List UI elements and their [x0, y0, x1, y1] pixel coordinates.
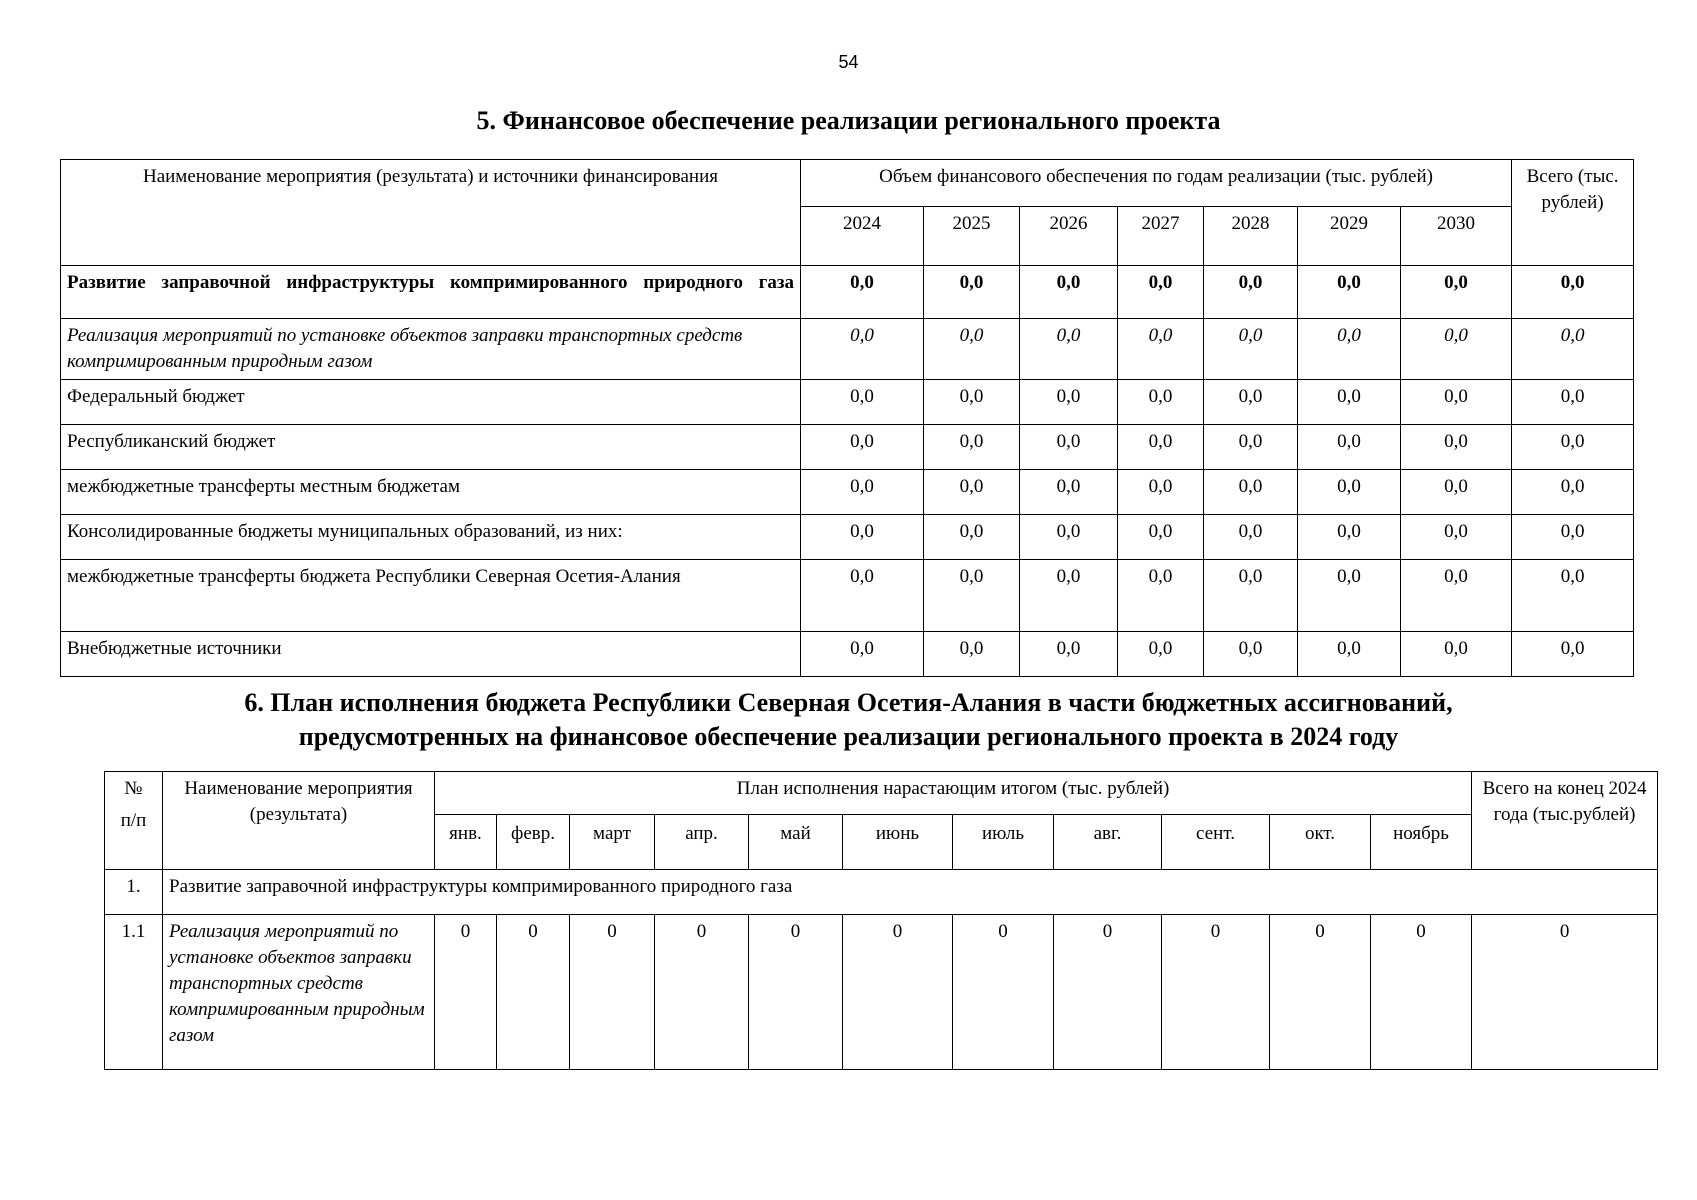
cell-value: 0,0 — [1204, 380, 1298, 425]
section-6-title-line2: предусмотренных на финансовое обеспечение реализации регионального проекта в 2024 году — [298, 722, 1399, 751]
row-name: Развитие заправочной инфраструктуры компримированного природного газа — [163, 870, 1658, 915]
row-name: Реализация мероприятий по установке объектов заправки транспортных средств компримированным природным газом — [163, 915, 435, 1070]
cell-value: 0,0 — [1401, 560, 1512, 632]
cell-value: 0,0 — [924, 266, 1020, 319]
cell-value: 0,0 — [1118, 515, 1204, 560]
cell-value: 0,0 — [801, 380, 924, 425]
cell-value: 0,0 — [1204, 266, 1298, 319]
table-row — [105, 915, 1658, 1070]
cell-value: 0 — [570, 915, 655, 1070]
cell-value: 0,0 — [801, 632, 924, 677]
header-name: Наименование мероприятия (результата) и источники финансирования — [61, 160, 801, 266]
cell-value: 0,0 — [1298, 380, 1401, 425]
cell-value: 0,0 — [1298, 470, 1401, 515]
cell-value: 0,0 — [801, 470, 924, 515]
month-header: февр. — [497, 815, 570, 870]
cell-value: 0,0 — [1298, 425, 1401, 470]
month-header: июль — [953, 815, 1054, 870]
month-header: май — [749, 815, 843, 870]
cell-value: 0,0 — [1204, 560, 1298, 632]
cell-value: 0,0 — [924, 515, 1020, 560]
cell-value: 0 — [1162, 915, 1270, 1070]
cell-value: 0,0 — [1204, 632, 1298, 677]
row-name: межбюджетные трансферты бюджета Республики Северная Осетия-Алания — [61, 560, 801, 632]
month-header: апр. — [655, 815, 749, 870]
header-name: Наименование мероприятия (результата) — [163, 772, 435, 870]
header-no-pp: п/п — [120, 810, 147, 831]
row-name: Развитие заправочной инфраструктуры компримированного природного газа — [61, 266, 801, 319]
table-row — [61, 380, 1634, 425]
month-header: сент. — [1162, 815, 1270, 870]
cell-value: 0,0 — [924, 632, 1020, 677]
cell-value: 0,0 — [1401, 515, 1512, 560]
cell-value: 0,0 — [1298, 319, 1401, 380]
row-name: Республиканский бюджет — [61, 425, 801, 470]
header-total: Всего на конец 2024 года (тыс.рублей) — [1472, 772, 1658, 870]
cell-value: 0,0 — [1298, 266, 1401, 319]
cell-value: 0,0 — [1020, 470, 1118, 515]
cell-total: 0,0 — [1512, 266, 1634, 319]
cell-value: 0 — [953, 915, 1054, 1070]
table-row — [61, 515, 1634, 560]
cell-value: 0,0 — [1401, 632, 1512, 677]
cell-total: 0,0 — [1512, 380, 1634, 425]
cell-value: 0 — [435, 915, 497, 1070]
year-header: 2027 — [1118, 207, 1204, 266]
year-header: 2028 — [1204, 207, 1298, 266]
cell-value: 0,0 — [1298, 632, 1401, 677]
cell-value: 0 — [1054, 915, 1162, 1070]
row-no: 1.1 — [105, 915, 163, 1070]
table-row — [61, 319, 1634, 380]
section-5-title: 5. Финансовое обеспечение реализации регионального проекта — [476, 106, 1221, 135]
cell-value: 0,0 — [924, 425, 1020, 470]
header-no — [105, 772, 163, 870]
cell-total: 0,0 — [1512, 632, 1634, 677]
cell-value: 0,0 — [1118, 470, 1204, 515]
cell-value: 0,0 — [1298, 560, 1401, 632]
month-header: июнь — [843, 815, 953, 870]
cell-value: 0 — [497, 915, 570, 1070]
section-6-title-line1: 6. План исполнения бюджета Республики Северная Осетия-Алания в части бюджетных ассигнований, — [244, 688, 1453, 717]
cell-value: 0,0 — [1020, 632, 1118, 677]
cell-value: 0 — [749, 915, 843, 1070]
cell-value: 0,0 — [1118, 266, 1204, 319]
cell-value: 0,0 — [1118, 380, 1204, 425]
cell-value: 0,0 — [924, 319, 1020, 380]
header-volume: Объем финансового обеспечения по годам реализации (тыс. рублей) — [801, 160, 1512, 207]
year-header: 2025 — [924, 207, 1020, 266]
cell-value: 0 — [1270, 915, 1371, 1070]
header-no-symbol: № — [124, 778, 143, 799]
table-row — [61, 470, 1634, 515]
cell-total: 0,0 — [1512, 319, 1634, 380]
cell-value: 0,0 — [801, 319, 924, 380]
cell-total: 0 — [1472, 915, 1658, 1070]
cell-value: 0,0 — [1204, 470, 1298, 515]
year-header: 2026 — [1020, 207, 1118, 266]
row-no: 1. — [105, 870, 163, 915]
table-row — [61, 425, 1634, 470]
cell-value: 0,0 — [801, 266, 924, 319]
cell-value: 0,0 — [801, 560, 924, 632]
month-header: янв. — [435, 815, 497, 870]
cell-value: 0,0 — [1020, 380, 1118, 425]
table-row — [61, 632, 1634, 677]
cell-value: 0,0 — [1204, 425, 1298, 470]
cell-value: 0,0 — [1401, 425, 1512, 470]
year-header: 2024 — [801, 207, 924, 266]
year-header: 2030 — [1401, 207, 1512, 266]
cell-total: 0,0 — [1512, 470, 1634, 515]
month-header: ноябрь — [1371, 815, 1472, 870]
month-header: окт. — [1270, 815, 1371, 870]
budget-plan-table — [104, 771, 1658, 1070]
cell-value: 0,0 — [801, 515, 924, 560]
cell-value: 0,0 — [1401, 470, 1512, 515]
cell-total: 0,0 — [1512, 425, 1634, 470]
cell-value: 0,0 — [1298, 515, 1401, 560]
cell-value: 0,0 — [1020, 319, 1118, 380]
year-header: 2029 — [1298, 207, 1401, 266]
section-6-title — [0, 686, 1697, 754]
cell-total: 0,0 — [1512, 560, 1634, 632]
cell-value: 0,0 — [1401, 266, 1512, 319]
row-name: Реализация мероприятий по установке объектов заправки транспортных средств компримированным природным газом — [61, 319, 801, 380]
cell-value: 0,0 — [801, 425, 924, 470]
cell-value: 0,0 — [1401, 380, 1512, 425]
cell-value: 0 — [843, 915, 953, 1070]
cell-value: 0,0 — [1118, 560, 1204, 632]
month-header: март — [570, 815, 655, 870]
cell-value: 0,0 — [1020, 266, 1118, 319]
table-row — [61, 560, 1634, 632]
cell-value: 0,0 — [1118, 632, 1204, 677]
row-name: Консолидированные бюджеты муниципальных образований, из них: — [61, 515, 801, 560]
table-row — [105, 870, 1658, 915]
month-header: авг. — [1054, 815, 1162, 870]
cell-value: 0,0 — [924, 380, 1020, 425]
cell-value: 0 — [1371, 915, 1472, 1070]
cell-value: 0,0 — [1118, 319, 1204, 380]
cell-value: 0,0 — [1204, 515, 1298, 560]
header-plan: План исполнения нарастающим итогом (тыс. рублей) — [435, 772, 1472, 815]
cell-value: 0,0 — [924, 560, 1020, 632]
cell-value: 0 — [655, 915, 749, 1070]
page-number: 54 — [838, 52, 859, 72]
cell-value: 0,0 — [1204, 319, 1298, 380]
row-name: межбюджетные трансферты местным бюджетам — [61, 470, 801, 515]
table-row — [61, 266, 1634, 319]
row-name: Внебюджетные источники — [61, 632, 801, 677]
cell-total: 0,0 — [1512, 515, 1634, 560]
financing-table — [60, 159, 1634, 677]
cell-value: 0,0 — [1020, 425, 1118, 470]
cell-value: 0,0 — [1401, 319, 1512, 380]
cell-value: 0,0 — [1118, 425, 1204, 470]
cell-value: 0,0 — [924, 470, 1020, 515]
row-name: Федеральный бюджет — [61, 380, 801, 425]
cell-value: 0,0 — [1020, 560, 1118, 632]
cell-value: 0,0 — [1020, 515, 1118, 560]
header-total: Всего (тыс. рублей) — [1512, 160, 1634, 266]
